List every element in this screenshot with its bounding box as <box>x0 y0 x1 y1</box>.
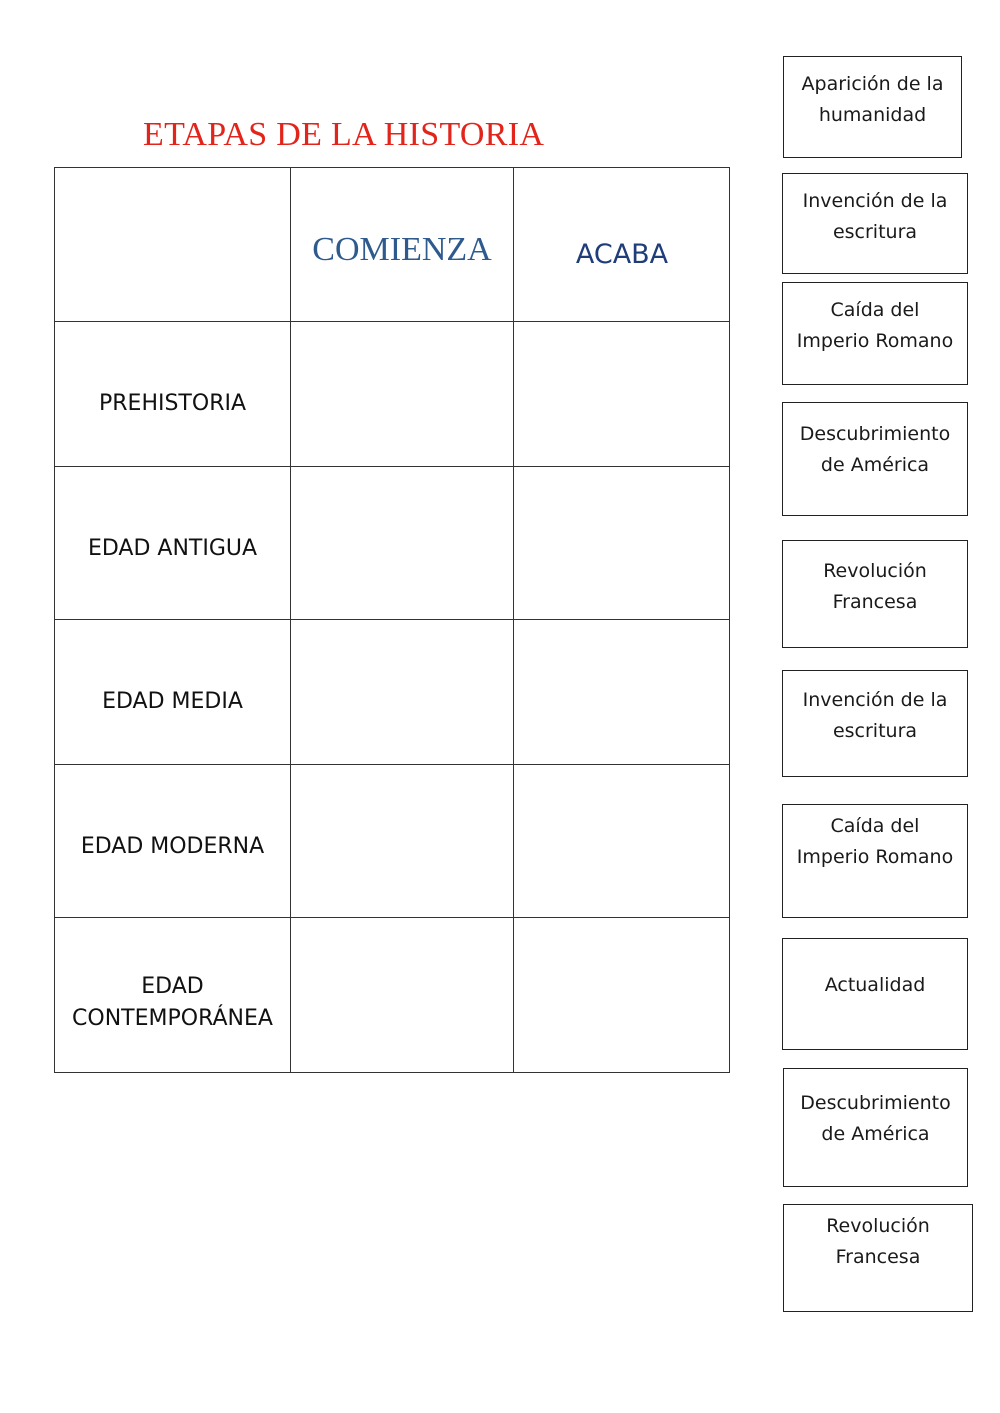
start-drop-cell[interactable] <box>291 620 513 764</box>
header-acaba: ACABA <box>575 238 669 270</box>
stage-edad-media: EDAD MEDIA <box>102 689 243 714</box>
draggable-card[interactable]: Actualidad <box>782 938 968 1050</box>
page-title: ETAPAS DE LA HISTORIA <box>143 116 545 153</box>
header-comienza: COMIENZA <box>312 230 492 268</box>
draggable-card[interactable]: Invención de la escritura <box>782 670 968 777</box>
draggable-card[interactable]: Caída del Imperio Romano <box>782 282 968 385</box>
stage-edad-antigua: EDAD ANTIGUA <box>87 536 258 561</box>
start-drop-cell[interactable] <box>291 918 513 1072</box>
draggable-card[interactable]: Invención de la escritura <box>782 173 968 274</box>
end-drop-cell[interactable] <box>514 322 730 466</box>
draggable-card[interactable]: Descubrimiento de América <box>783 1068 968 1187</box>
stage-edad-moderna: EDAD MODERNA <box>80 834 265 859</box>
stage-edad-contemporanea: EDAD CONTEMPORÁNEA <box>72 974 273 1031</box>
end-drop-cell[interactable] <box>514 765 730 917</box>
draggable-card[interactable]: Revolución Francesa <box>783 1204 973 1312</box>
start-drop-cell[interactable] <box>291 467 513 619</box>
draggable-card[interactable]: Caída del Imperio Romano <box>782 804 968 918</box>
header-empty-cell <box>55 168 290 321</box>
stage-prehistoria: PREHISTORIA <box>98 391 247 416</box>
draggable-card[interactable]: Aparición de la humanidad <box>783 56 962 158</box>
draggable-card[interactable]: Revolución Francesa <box>782 540 968 648</box>
start-drop-cell[interactable] <box>291 322 513 466</box>
end-drop-cell[interactable] <box>514 467 730 619</box>
history-table <box>54 167 730 1073</box>
end-drop-cell[interactable] <box>514 620 730 764</box>
end-drop-cell[interactable] <box>514 918 730 1072</box>
draggable-card[interactable]: Descubrimiento de América <box>782 402 968 516</box>
start-drop-cell[interactable] <box>291 765 513 917</box>
